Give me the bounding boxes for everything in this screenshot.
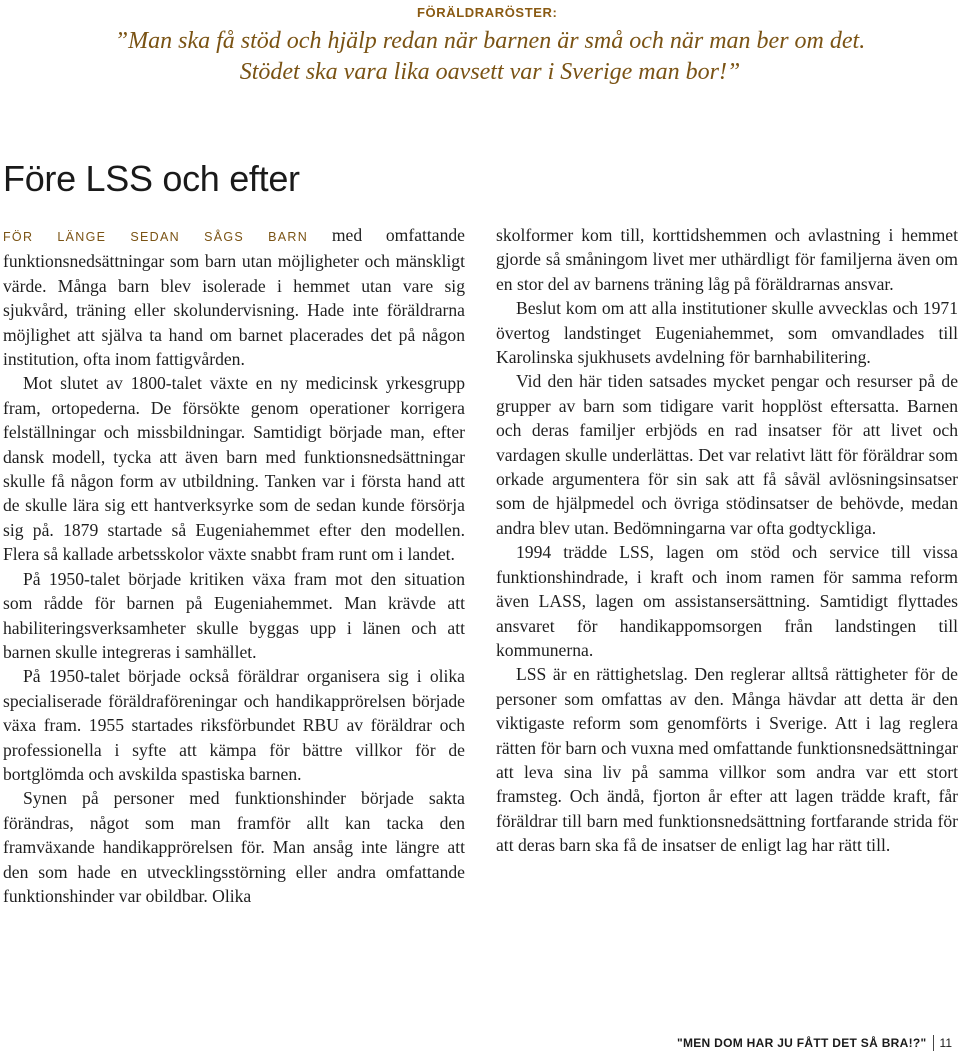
page-number: 11 [939,1036,952,1050]
body-paragraph [3,223,465,371]
lead-in-caps: FÖR LÄNGE SEDAN SÅGS BARN [3,230,309,244]
body-paragraph: skolformer kom till, korttidshemmen och avlastning i hemmet gjorde så småningom livet mer uthärdligt för familjerna även om en stor del av barnens träning låg på föräldrarnas ansvar. [496,225,958,294]
paragraph-text: med omfattande funktionsnedsättningar som barn utan möjligheter och mänskligt värde. Många barn blev isolerade i hemmet utan vare sig sjukvård, träning eller skolundervisning. Hade inte föräldrarna möjlighet att själva ta hand om barnet placerades det på någon institution, ofta inom fattigvården. [3,225,465,370]
body-paragraph: Synen på personer med funktionshinder började sakta förändras, något som man framför allt kan tacka den framväxande handikapprörelsen för. Man ansåg inte längre att den som hade en utvecklingsstörning eller andra omfattande funktionshinder var obildbar. Olika [3,788,465,906]
pull-quote-line-1: ”Man ska få stöd och hjälp redan när barnen är små och när man ber om det. [114,28,866,54]
body-paragraph: Vid den här tiden satsades mycket pengar och resurser på de grupper av barn som tidigare varit hopplöst eftersatta. Barnen och deras familjer erbjöds en rad insatser för att livet och vardagen skulle underlättas. Det var relativt lätt för föräldrar som orkade argumentera för sin sak att få såväl avlösningsinsatser som de hjälpmedel och övriga stödinsatser de behövde, medan andra blev utan. Bedömningarna var ofta godtyckliga. [496,371,958,538]
body-paragraph: 1994 trädde LSS, lagen om stöd och service till vissa funktionshindrade, i kraft och inom ramen för samma reform även LASS, lagen om assistansersättning. Samtidigt flyttades ansvaret för handikappomsorgen från landstingen till kommunerna. [496,542,958,660]
body-paragraph: På 1950-talet började kritiken växa fram mot den situation som rådde för barnen på Eugeniahemmet. Man krävde att habiliteringsverksamheter skulle byggas upp i länen och att barnen skulle integreras i samhället. [3,568,465,662]
article-column-right [496,223,958,858]
article-title: Före LSS och efter [3,158,300,199]
publication-title: "MEN DOM HAR JU FÅTT DET SÅ BRA!?" [676,1036,927,1050]
body-paragraph: LSS är en rättighetslag. Den reglerar alltså rättigheter för de personer som omfattas av den. Många hävdar att detta är den viktigaste reform som genomförts i Sverige. Att i lag reglera rätten för barn och vuxna med omfattande funktionsnedsättningar att leva sina liv på samma villkor som andra var ett stort framsteg. Och ändå, fjorton år efter att lagen trädde kraft, får föräldrar till barn med funktionsnedsättning fortfarande strida för att deras barn ska få de insatser de enligt lag har rätt till. [496,664,958,856]
body-paragraph: Mot slutet av 1800-talet växte en ny medicinsk yrkesgrupp fram, ortopederna. De försökte genom operationer korrigera felställningar och missbildningar. Samtidigt började man, efter dansk modell, tycka att även barn med funktionsnedsättningar skulle få någon form av utbildning. Tanken var i första hand att de skulle lära sig ett hantverksyrke som de sedan kunde försörja sig på. 1879 startade så Eugeniahemmet efter den modellen. Flera så kallade arbetsskolor växte snabbt fram runt om i landet. [3,373,465,565]
page-footer [677,1035,952,1051]
pull-quote-line-2: Stödet ska vara lika oavsett var i Sverige man bor!” [239,59,741,85]
section-kicker: FÖRÄLDRARÖSTER: [417,5,558,20]
body-paragraph: Beslut kom om att alla institutioner skulle avvecklas och 1971 övertog landstinget Eugeniahemmet, som omvandlades till Karolinska sjukhusets avdelning för barnhabilitering. [496,298,958,368]
footer-divider [933,1035,934,1051]
body-paragraph: På 1950-talet började också föräldrar organisera sig i olika specialiserade föräldraföreningar och handikapprörelsen började växa fram. 1955 startades riksförbundet RBU av föräldrar och professionella i syfte att kämpa för bättre villkor för de bortglömda och avskilda spastiska barnen. [3,666,465,784]
pull-quote [40,26,940,88]
article-column-left [3,223,465,908]
